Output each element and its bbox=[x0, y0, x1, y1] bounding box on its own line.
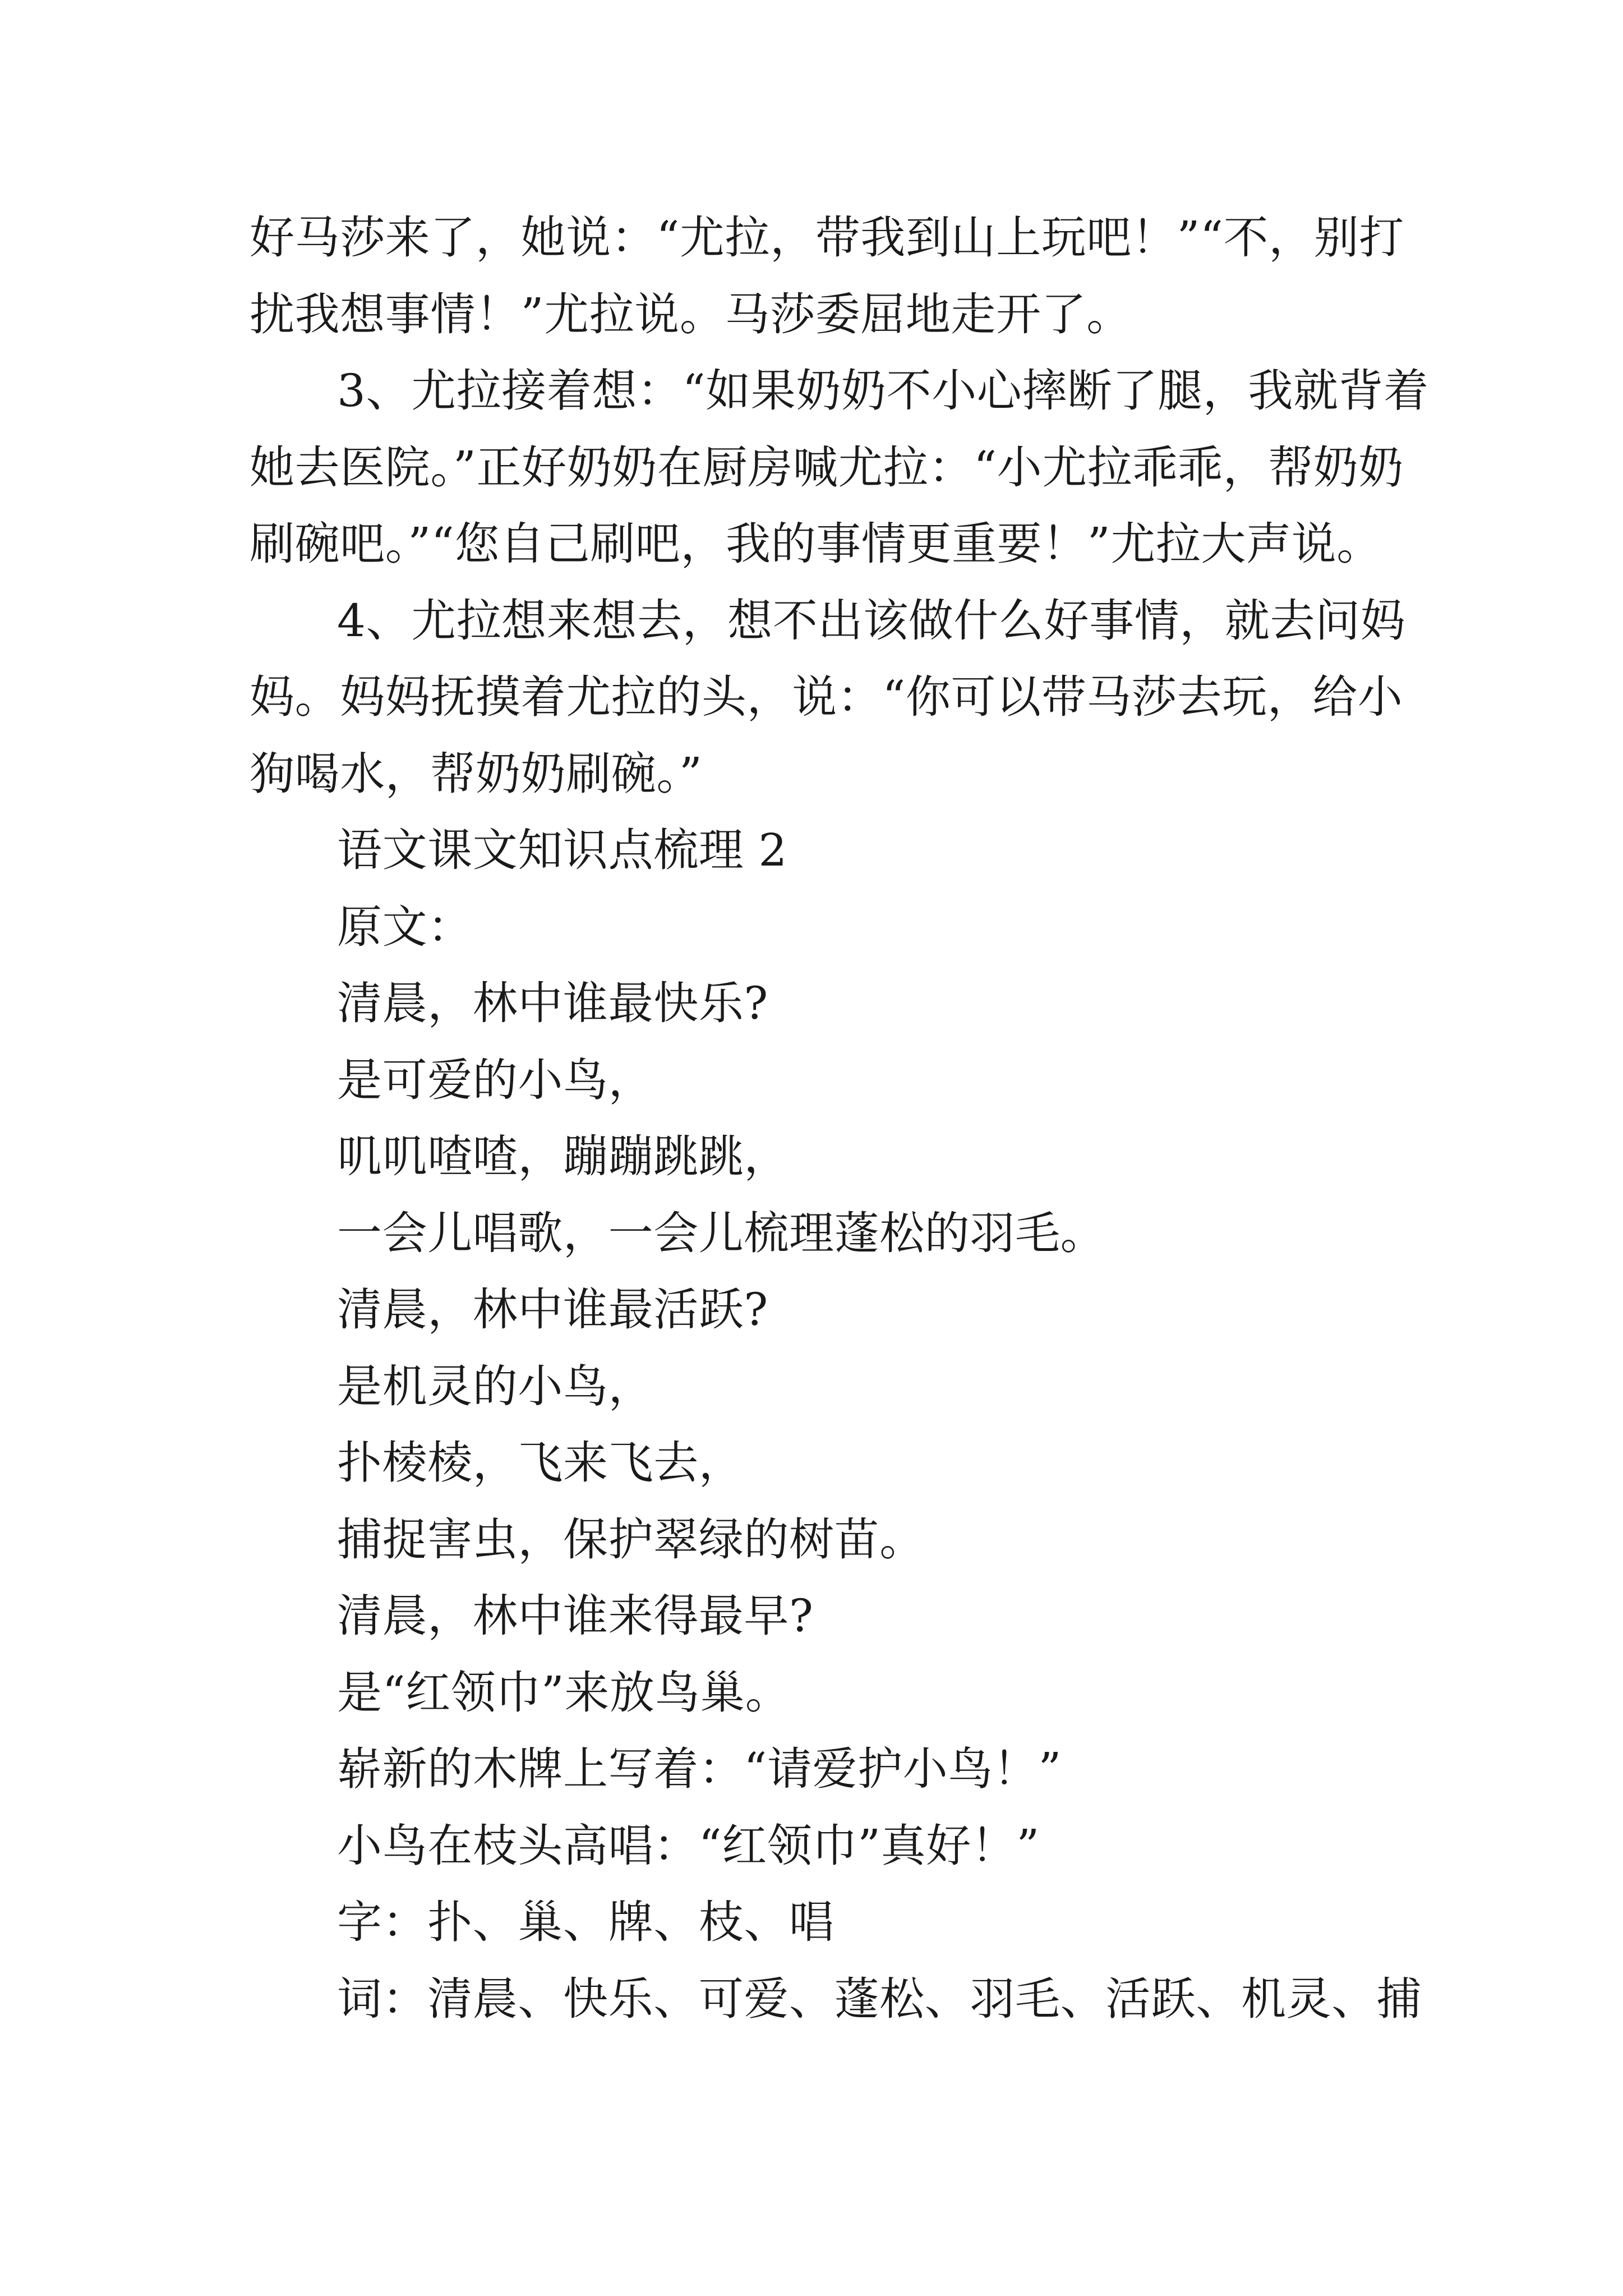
paragraph-line: 她去医院。”正好奶奶在厨房喊尤拉：“小尤拉乖乖，帮奶奶 bbox=[250, 441, 1404, 494]
poem-line: 清晨，林中谁最活跃? bbox=[337, 1283, 768, 1336]
paragraph-line: 刷碗吧。”“您自己刷吧，我的事情更重要！”尤拉大声说。 bbox=[250, 518, 1382, 570]
poem-line: 是机灵的小鸟， bbox=[337, 1360, 654, 1412]
poem-line: 扑棱棱，飞来飞去， bbox=[337, 1437, 744, 1489]
paragraph-line: 4、尤拉想来想去，想不出该做什么好事情，就去问妈 bbox=[337, 594, 1406, 647]
paragraph-line: 3、尤拉接着想：“如果奶奶不小心摔断了腿，我就背着 bbox=[337, 365, 1429, 417]
poem-line: 清晨，林中谁最快乐? bbox=[337, 977, 768, 1029]
poem-line: 清晨，林中谁来得最早? bbox=[337, 1590, 814, 1642]
section-heading: 语文课文知识点梳理 2 bbox=[337, 824, 787, 876]
paragraph-line: 好马莎来了，她说：“尤拉，带我到山上玩吧！”“不，别打 bbox=[250, 211, 1404, 264]
document-body bbox=[250, 200, 1429, 2037]
words-list: 词：清晨、快乐、可爱、蓬松、羽毛、活跃、机灵、捕 bbox=[337, 1972, 1422, 2025]
poem-line: 是“红领巾”来放鸟巢。 bbox=[337, 1666, 791, 1719]
poem-line: 崭新的木牌上写着：“请爱护小鸟！” bbox=[337, 1743, 1062, 1795]
poem-line: 捕捉害虫，保护翠绿的树苗。 bbox=[337, 1513, 925, 1566]
paragraph-line: 妈。妈妈抚摸着尤拉的头，说：“你可以带马莎去玩，给小 bbox=[250, 671, 1403, 723]
poem-line: 是可爱的小鸟， bbox=[337, 1053, 654, 1106]
poem-line: 叽叽喳喳，蹦蹦跳跳， bbox=[337, 1130, 789, 1182]
poem-line: 小鸟在枝头高唱：“红领巾”真好！” bbox=[337, 1819, 1040, 1872]
characters-list: 字：扑、巢、牌、枝、唱 bbox=[337, 1896, 834, 1948]
poem-line: 一会儿唱歌，一会儿梳理蓬松的羽毛。 bbox=[337, 1207, 1106, 1259]
paragraph-line: 狗喝水，帮奶奶刷碗。” bbox=[250, 747, 703, 800]
paragraph-line: 扰我想事情！”尤拉说。马莎委屈地走开了。 bbox=[250, 288, 1132, 341]
label-original-text: 原文： bbox=[337, 900, 473, 953]
